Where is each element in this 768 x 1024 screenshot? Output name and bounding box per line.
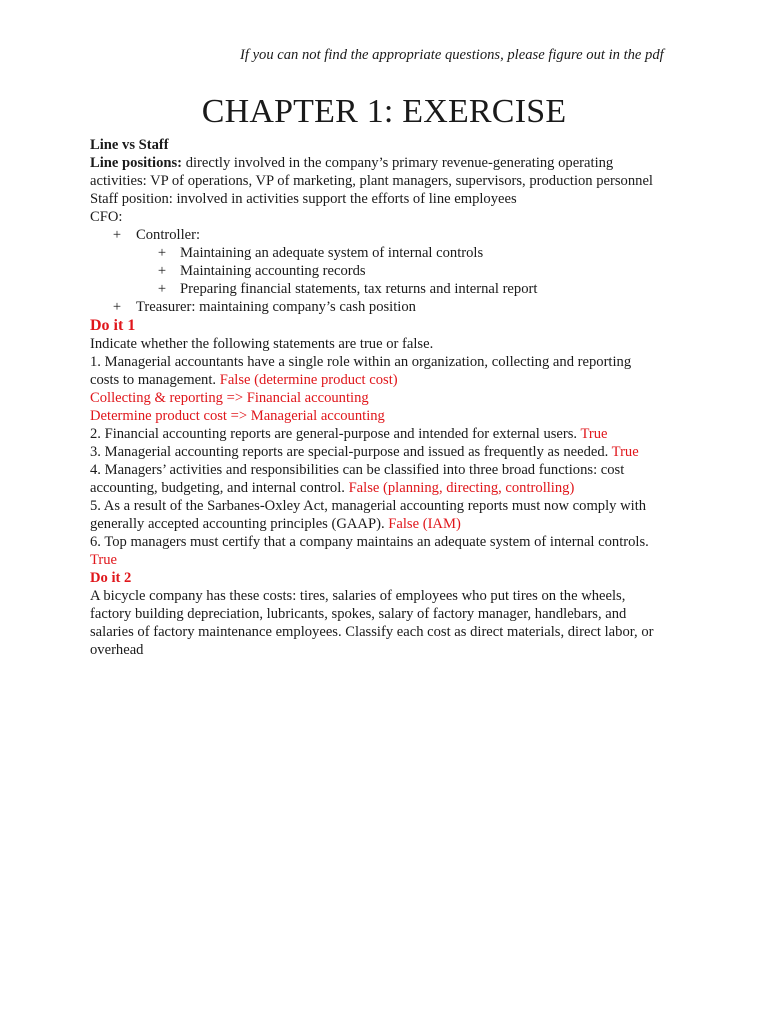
question-3-text: 3. Managerial accounting reports are special-purpose and issued as frequently as needed.: [90, 444, 612, 460]
line-positions-paragraph: [90, 154, 690, 172]
treasurer-text: Treasurer: maintaining company’s cash position: [136, 299, 416, 315]
question-2-answer: True: [580, 426, 608, 442]
question-1-text-end: costs to management.: [90, 372, 220, 388]
bullet-controller-item: [90, 280, 690, 298]
bullet-controller-item: [90, 244, 690, 262]
question-6-text: 6. Top managers must certify that a company maintains an adequate system of internal controls.: [90, 534, 649, 550]
staff-position-text: Staff position: involved in activities support the efforts of line employees: [90, 191, 517, 207]
bullet-mark: +: [157, 263, 167, 279]
answer-note-1: Collecting & reporting => Financial accounting: [90, 390, 369, 406]
question-5-text: 5. As a result of the Sarbanes-Oxley Act, managerial accounting reports must now comply with: [90, 498, 647, 514]
do-it-2-text: factory building depreciation, lubricants, spokes, salary of factory manager, handlebars, and: [90, 606, 627, 622]
do-it-1-intro: Indicate whether the following statements are true or false.: [90, 336, 434, 352]
question-3-answer: True: [611, 444, 639, 460]
question-2: [90, 425, 690, 443]
header-note: If you can not find the appropriate questions, please figure out in the pdf: [240, 47, 664, 63]
bullet-mark: +: [112, 299, 122, 315]
document-body: [90, 136, 690, 659]
question-4-cont: [90, 479, 690, 497]
question-3: [90, 443, 690, 461]
line-positions-text: directly involved in the company’s primary revenue-generating operating: [182, 155, 614, 171]
controller-item-text: Maintaining an adequate system of internal controls: [180, 245, 484, 261]
bullet-mark: +: [112, 227, 122, 243]
question-5-text-end: generally accepted accounting principles (GAAP).: [90, 516, 389, 532]
question-1-cont: [90, 371, 690, 389]
do-it-2-text: overhead: [90, 642, 144, 658]
question-1-text: 1. Managerial accountants have a single role within an organization, collecting and reporting: [90, 354, 632, 370]
do-it-2-text: salaries of factory maintenance employees. Classify each cost as direct materials, direct labor, or: [90, 624, 654, 640]
bullet-mark: +: [157, 245, 167, 261]
question-1-answer: False (determine product cost): [219, 372, 398, 388]
do-it-1-heading: Do it 1: [90, 317, 136, 334]
question-4-answer: False (planning, directing, controlling): [348, 480, 575, 496]
cfo-label: CFO:: [90, 209, 123, 225]
question-5-cont: [90, 515, 690, 533]
bullet-treasurer: [90, 298, 690, 316]
line-vs-staff-heading: Line vs Staff: [90, 137, 169, 153]
bullet-controller-item: [90, 262, 690, 280]
question-6-answer: True: [90, 552, 118, 568]
do-it-2-text: A bicycle company has these costs: tires, salaries of employees who put tires on the wheels,: [90, 588, 626, 604]
controller-label: Controller:: [136, 227, 201, 243]
question-4-text-end: accounting, budgeting, and internal control.: [90, 480, 349, 496]
page-title: CHAPTER 1: EXERCISE: [201, 93, 567, 130]
question-2-text: 2. Financial accounting reports are general-purpose and intended for external users.: [90, 426, 581, 442]
bullet-controller: [90, 226, 690, 244]
line-positions-text-cont: activities: VP of operations, VP of marketing, plant managers, supervisors, production personnel: [90, 173, 653, 189]
question-4-text: 4. Managers’ activities and responsibilities can be classified into three broad functions: cost: [90, 462, 625, 478]
answer-note-2: Determine product cost => Managerial accounting: [90, 408, 385, 424]
bullet-mark: +: [157, 281, 167, 297]
line-positions-label: Line positions:: [90, 155, 183, 171]
question-5-answer: False (IAM): [388, 516, 461, 532]
do-it-2-heading: Do it 2: [90, 570, 132, 586]
controller-item-text: Preparing financial statements, tax returns and internal report: [180, 281, 538, 297]
controller-item-text: Maintaining accounting records: [180, 263, 366, 279]
